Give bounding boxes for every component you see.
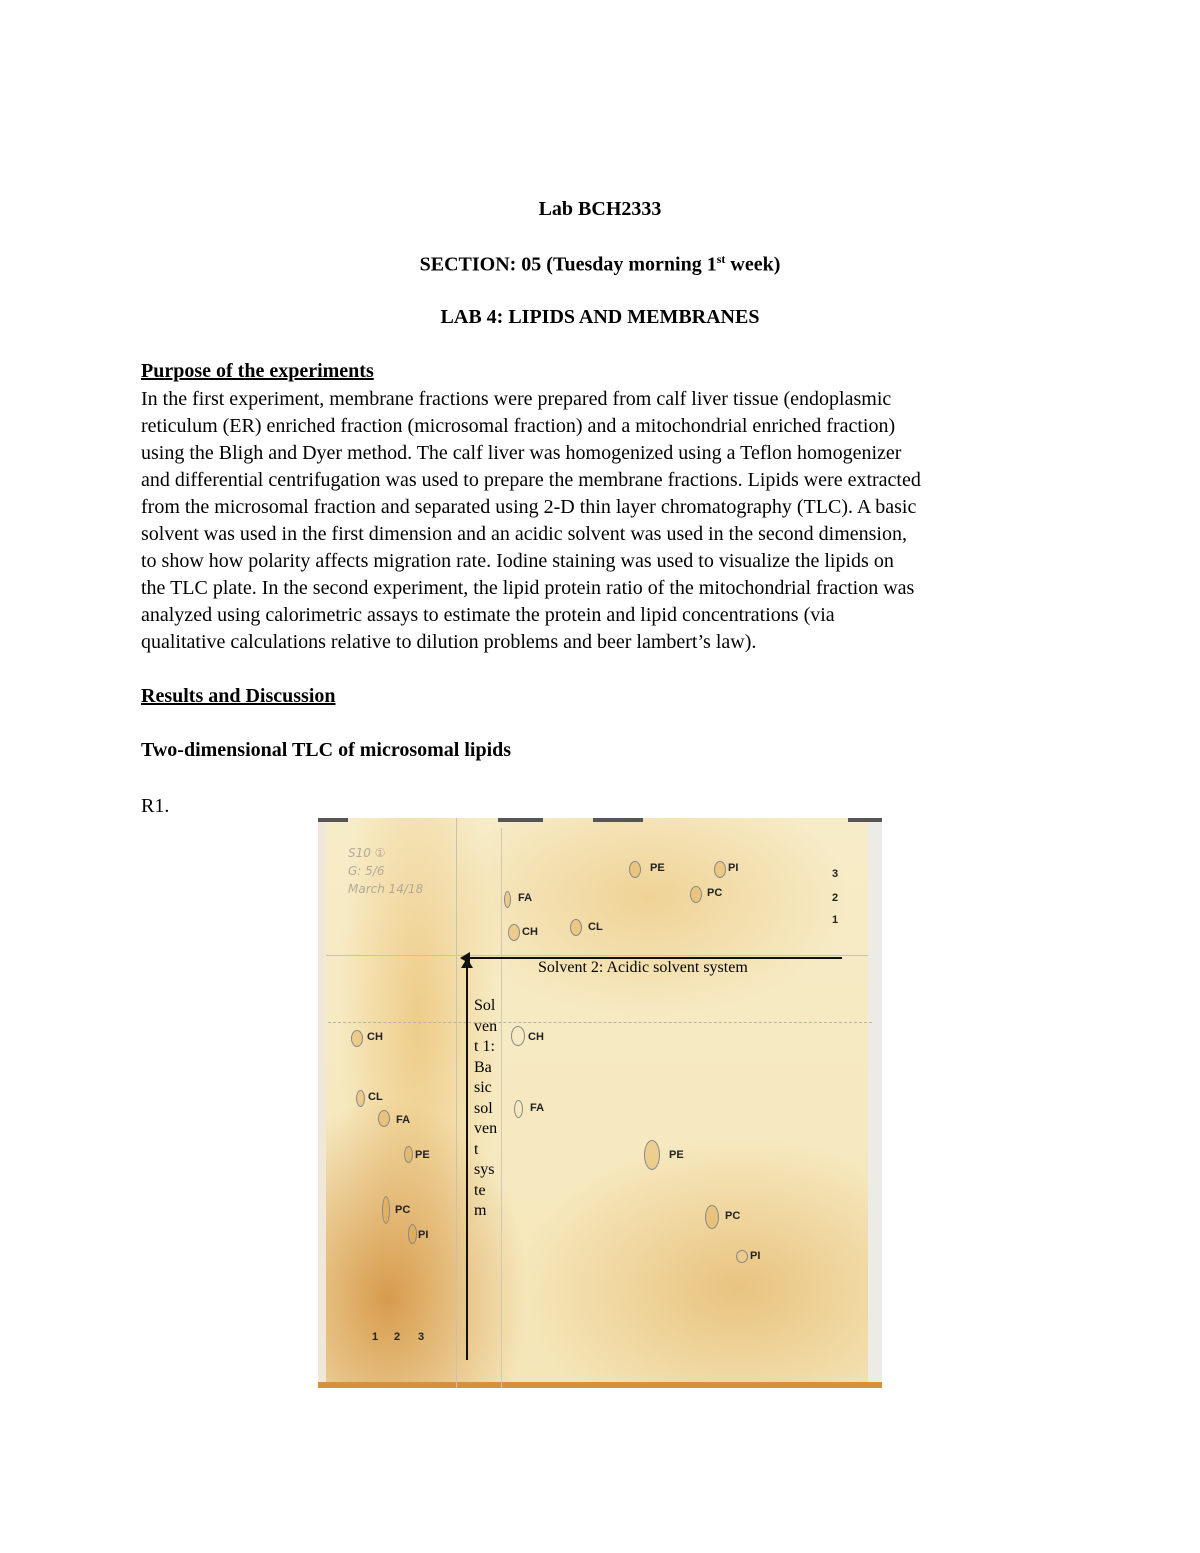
plate-edge: [868, 818, 882, 1388]
plate-crease-vertical: [456, 818, 457, 1388]
purpose-line: In the first experiment, membrane fractions were prepared from calf liver tissue (endoplasmic: [141, 388, 892, 410]
solvent1-line: t: [474, 1140, 479, 1158]
section-text: SECTION: 05 (Tuesday morning 1: [419, 253, 717, 276]
plate-top-shadow: [848, 818, 882, 822]
purpose-line: the TLC plate. In the second experiment, the lipid protein ratio of the mitochondrial fraction was: [141, 577, 915, 599]
plate-edge: [318, 818, 326, 1388]
spot-marker: [736, 1250, 748, 1263]
section-end: week): [725, 253, 781, 276]
top-spot-cl: CL: [588, 921, 603, 933]
purpose-line: from the microsomal fraction and separated using 2-D thin layer chromatography (TLC). A basic: [141, 496, 917, 518]
lane-number: 2: [394, 1331, 401, 1343]
purpose-line: solvent was used in the first dimension and an acidic solvent was used in the second dimension,: [141, 523, 907, 545]
solvent1-line: Sol: [474, 997, 496, 1014]
solvent2-label: Solvent 2: Acidic solvent system: [538, 959, 748, 976]
solvent1-line: t 1:: [474, 1038, 495, 1055]
purpose-heading: Purpose of the experiments: [141, 360, 374, 382]
top-spot-ch: CH: [522, 926, 538, 938]
main-spot-pc: PC: [725, 1210, 741, 1222]
tlc-subheading: Two-dimensional TLC of microsomal lipids: [141, 739, 512, 761]
results-heading: Results and Discussion: [141, 685, 336, 707]
tlc-plate-figure: [318, 818, 882, 1388]
purpose-line: qualitative calculations relative to dilution problems and beer lambert’s law).: [141, 631, 757, 653]
main-spot-pe: PE: [669, 1149, 684, 1161]
spot-marker: [690, 886, 702, 903]
plate-bottom-stain: [318, 1382, 882, 1388]
handwritten-note: [348, 844, 423, 898]
solvent1-line: ven: [474, 1120, 498, 1137]
spot-marker: [351, 1030, 363, 1047]
lane-number: 1: [832, 914, 839, 926]
lane-number: 2: [832, 892, 839, 904]
handwriting-line: G: 5/6: [348, 864, 385, 878]
solvent1-line: m: [474, 1202, 487, 1219]
purpose-line: to show how polarity affects migration rate. Iodine staining was used to visualize the lipids on: [141, 550, 894, 572]
arrow-up-icon: [461, 958, 473, 968]
solvent1-line: sol: [474, 1099, 493, 1117]
spot-marker: [408, 1224, 417, 1244]
spot-marker: [644, 1140, 660, 1170]
plate-top-shadow: [593, 818, 643, 822]
spot-marker: [714, 861, 726, 878]
left-spot-pe: PE: [415, 1149, 430, 1161]
solvent1-line: te: [474, 1181, 486, 1199]
top-spot-pi: PI: [728, 862, 739, 874]
solvent1-line: sys: [474, 1161, 495, 1178]
spot-marker: [404, 1146, 413, 1163]
purpose-paragraph: [141, 386, 1071, 656]
plate-crease-horizontal: [326, 955, 868, 956]
left-spot-cl: CL: [368, 1091, 383, 1103]
handwriting-line: S10 ①: [348, 846, 386, 860]
plate-top-shadow: [318, 818, 348, 822]
purpose-line: reticulum (ER) enriched fraction (microsomal fraction) and a mitochondrial enriched fraction): [141, 415, 896, 437]
handwriting-line: March 14/18: [348, 882, 424, 896]
purpose-line: analyzed using calorimetric assays to estimate the protein and lipid concentrations (via: [141, 604, 835, 626]
spot-marker: [629, 861, 641, 878]
lane-number: 3: [832, 868, 839, 880]
main-spot-pi: PI: [750, 1250, 761, 1262]
left-spot-pi: PI: [418, 1229, 429, 1241]
spot-marker: [705, 1205, 719, 1229]
origin-dashed-line: [328, 1022, 872, 1023]
spot-marker: [511, 1026, 525, 1046]
top-spot-pc: PC: [707, 887, 723, 899]
solvent1-line: Ba: [474, 1058, 492, 1076]
spot-marker: [356, 1090, 365, 1107]
spot-marker: [514, 1100, 523, 1118]
lab-code: Lab BCH2333: [538, 198, 662, 220]
top-spot-fa: FA: [518, 892, 533, 904]
main-spot-ch: CH: [528, 1031, 544, 1043]
plate-top-shadow: [498, 818, 543, 822]
spot-marker: [508, 924, 520, 941]
purpose-line: using the Bligh and Dyer method. The calf liver was homogenized using a Teflon homogenizer: [141, 442, 902, 464]
spot-marker: [504, 891, 511, 908]
left-spot-fa: FA: [396, 1114, 411, 1126]
lab-title: LAB 4: LIPIDS AND MEMBRANES: [440, 306, 760, 328]
lane-number: 3: [418, 1331, 425, 1343]
section-line: [0, 252, 1200, 277]
lane-number: 1: [372, 1331, 379, 1343]
left-spot-pc: PC: [395, 1204, 411, 1216]
solvent1-line: sic: [474, 1079, 492, 1096]
solvent1-label: [474, 996, 506, 1222]
spot-marker: [382, 1196, 390, 1224]
main-spot-fa: FA: [530, 1102, 545, 1114]
left-spot-ch: CH: [367, 1031, 383, 1043]
top-spot-pe: PE: [650, 862, 665, 874]
spot-marker: [570, 919, 582, 936]
result-item-label: R1.: [141, 795, 170, 817]
section-sup: st: [716, 252, 726, 266]
purpose-line: and differential centrifugation was used to prepare the membrane fractions. Lipids were extracted: [141, 469, 921, 491]
solvent1-line: ven: [474, 1017, 498, 1035]
spot-marker: [378, 1110, 390, 1127]
solvent1-arrow: [466, 968, 468, 1360]
